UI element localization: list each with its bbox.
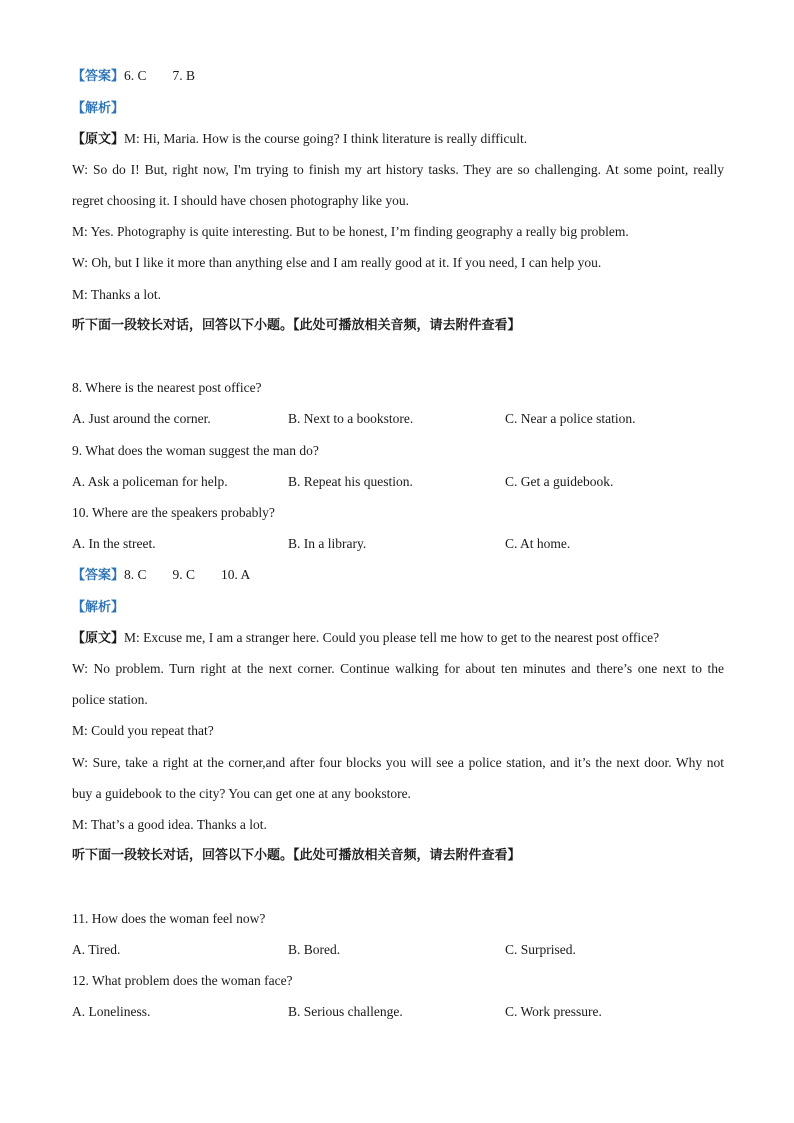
transcript-text: M: Hi, Maria. How is the course going? I think literature is really difficult. — [124, 131, 528, 146]
option-a: A. In the street. — [72, 536, 156, 551]
option-c: C. Near a police station. — [505, 411, 636, 426]
answer-item: 9. C — [172, 567, 196, 582]
answer-item: 10. A — [221, 567, 251, 582]
analysis-heading — [72, 598, 724, 617]
question-text: 11. How does the woman feel now? — [72, 911, 266, 926]
transcript-line: W: Oh, but I like it more than anything else and I am really good at it. If you need, I can help you. — [72, 255, 602, 270]
question-text: 8. Where is the nearest post office? — [72, 380, 262, 395]
option-b: B. Bored. — [288, 942, 341, 957]
analysis-tag: 【解析】 — [72, 101, 125, 116]
analysis-tag: 【解析】 — [72, 600, 125, 615]
answer-tag: 【答案】 — [72, 568, 125, 583]
transcript-line: buy a guidebook to the city? You can get one at any bookstore. — [72, 786, 411, 801]
analysis-heading — [72, 99, 724, 118]
transcript-line: W: Sure, take a right at the corner,and after four blocks you will see a police station, and it’s the next door. Why not — [72, 755, 724, 770]
option-b: B. Serious challenge. — [288, 1004, 403, 1019]
transcript-line — [72, 629, 724, 648]
transcript-line — [72, 130, 724, 149]
transcript-line: regret choosing it. I should have chosen photography like you. — [72, 193, 410, 208]
transcript-line: W: So do I! But, right now, I'm trying to finish my art history tasks. They are so challenging. At some point, really — [72, 162, 724, 177]
transcript-line: M: Could you repeat that? — [72, 723, 214, 738]
original-tag: 【原文】 — [72, 631, 125, 646]
answer-item: 8. C — [124, 567, 147, 582]
option-a: A. Just around the corner. — [72, 411, 211, 426]
option-b: B. Next to a bookstore. — [288, 411, 414, 426]
option-c: C. Work pressure. — [505, 1004, 602, 1019]
option-a: A. Tired. — [72, 942, 121, 957]
listening-instruction: 听下面一段较长对话，回答以下小题。【此处可播放相关音频，请去附件查看】 — [72, 848, 521, 863]
option-c: C. At home. — [505, 536, 571, 551]
answer-item: 6. C — [124, 68, 147, 83]
option-b: B. Repeat his question. — [288, 474, 413, 489]
answer-tag: 【答案】 — [72, 69, 125, 84]
listening-instruction: 听下面一段较长对话，回答以下小题。【此处可播放相关音频，请去附件查看】 — [72, 318, 521, 333]
transcript-line: police station. — [72, 692, 148, 707]
transcript-text: M: Excuse me, I am a stranger here. Could you please tell me how to get to the nearest post office? — [124, 630, 660, 645]
transcript-line: M: Yes. Photography is quite interesting. But to be honest, I’m finding geography a really big problem. — [72, 224, 629, 239]
original-tag: 【原文】 — [72, 132, 125, 147]
answer-line — [72, 67, 724, 86]
option-a: A. Loneliness. — [72, 1004, 151, 1019]
transcript-line: W: No problem. Turn right at the next corner. Continue walking for about ten minutes and there’s one next to the — [72, 661, 724, 676]
answer-line — [72, 566, 724, 585]
question-text: 10. Where are the speakers probably? — [72, 505, 275, 520]
transcript-line: M: Thanks a lot. — [72, 287, 161, 302]
option-c: C. Surprised. — [505, 942, 576, 957]
option-a: A. Ask a policeman for help. — [72, 474, 228, 489]
question-text: 12. What problem does the woman face? — [72, 973, 293, 988]
option-b: B. In a library. — [288, 536, 367, 551]
transcript-line: M: That’s a good idea. Thanks a lot. — [72, 817, 267, 832]
option-c: C. Get a guidebook. — [505, 474, 614, 489]
answer-item: 7. B — [172, 68, 196, 83]
question-text: 9. What does the woman suggest the man do? — [72, 443, 319, 458]
